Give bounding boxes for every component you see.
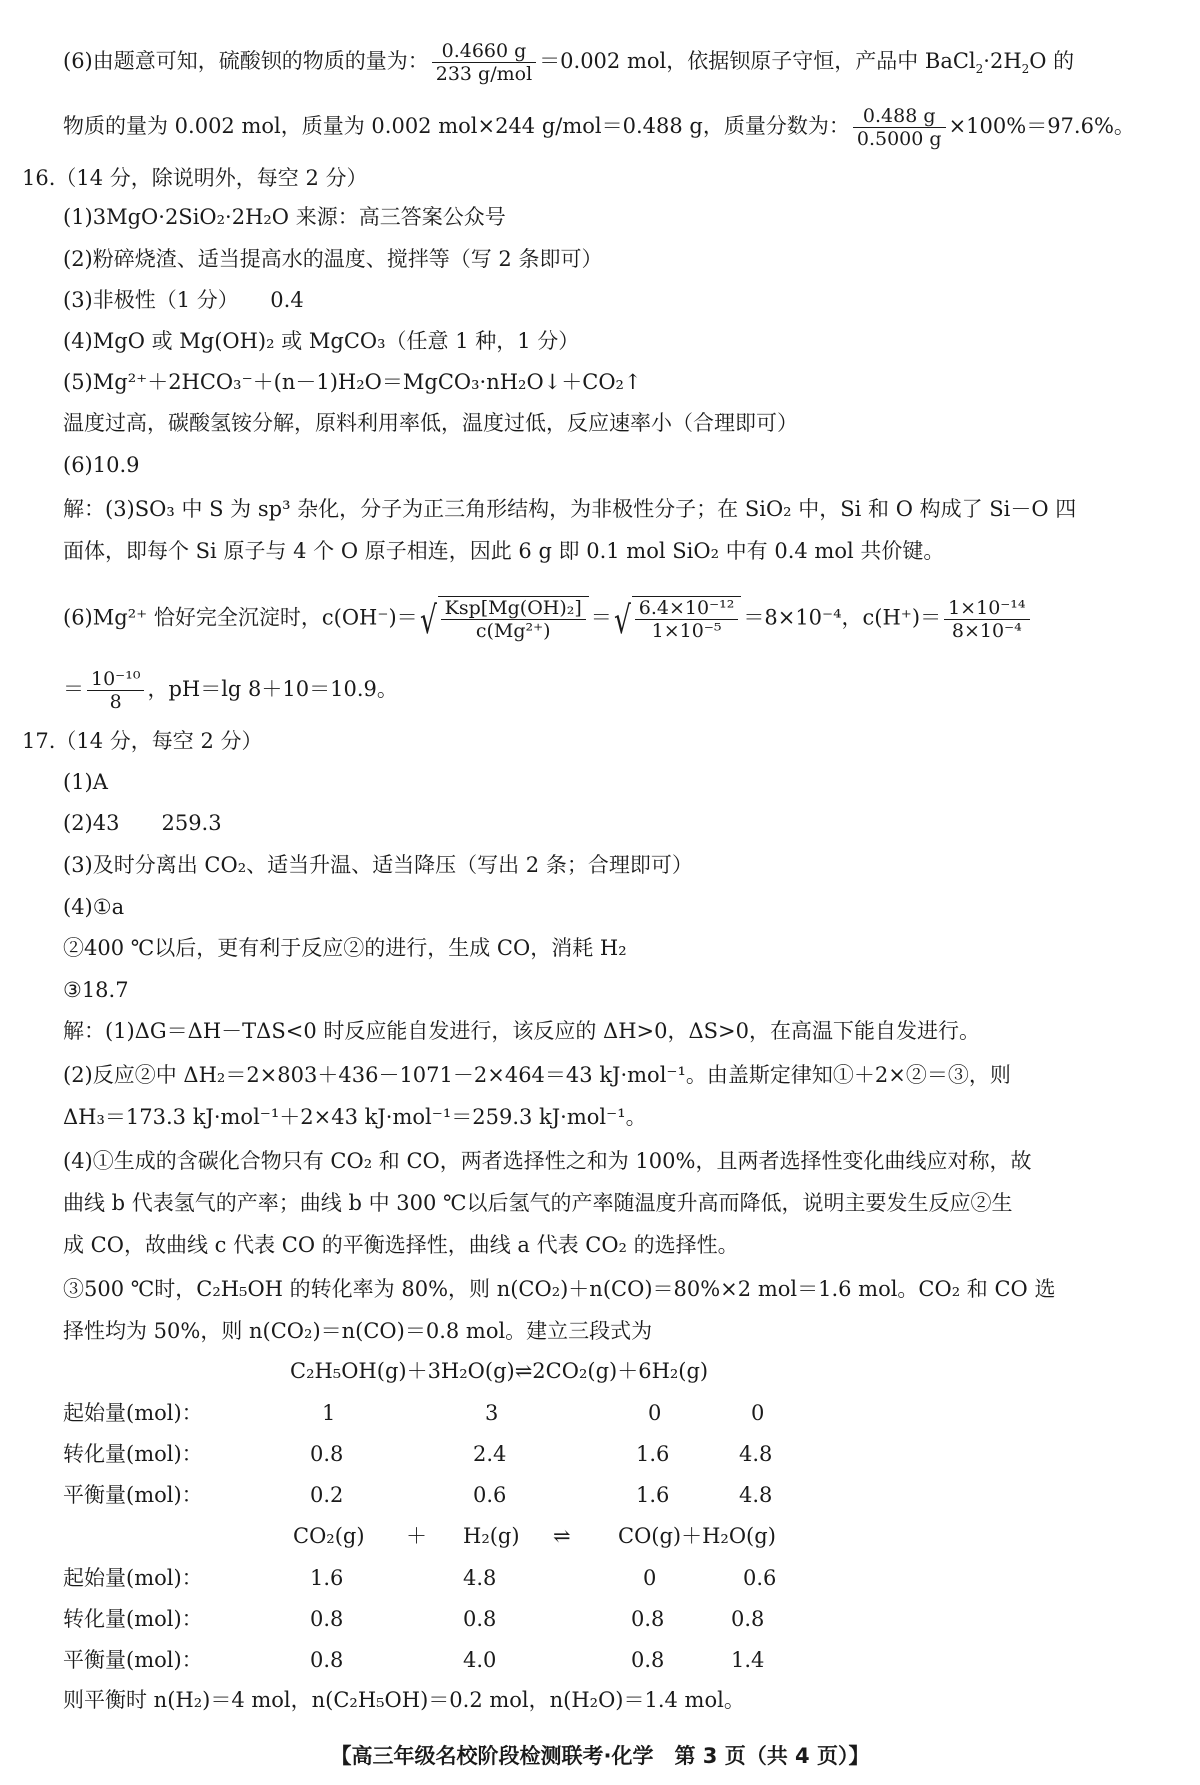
table-cell: 1.4 xyxy=(731,1648,765,1672)
q16-header: 16.（14 分，除说明外，每空 2 分） xyxy=(22,166,368,190)
q17-line: ③18.7 xyxy=(63,978,129,1002)
q15-6-text: O 的 xyxy=(1029,49,1075,73)
fraction-denominator: 0.5000 g xyxy=(856,128,942,150)
q15-6-text: ×100%＝97.6%。 xyxy=(948,114,1135,138)
table-cell: 0.6 xyxy=(743,1566,777,1590)
row-label: 起始量(mol)： xyxy=(63,1566,203,1590)
fraction xyxy=(432,40,536,85)
table-cell: 1.6 xyxy=(310,1566,344,1590)
q17-line: (4)①生成的含碳化合物只有 CO₂ 和 CO，两者选择性之和为 100%，且两者选择性变化曲线应对称，故 xyxy=(63,1149,1032,1173)
equilibrium-arrow: ⇌ xyxy=(553,1524,571,1548)
table-cell: 0.8 xyxy=(463,1607,497,1631)
q17-header: 17.（14 分，每空 2 分） xyxy=(22,729,263,753)
sqrt xyxy=(614,596,742,642)
q16-line: (2)粉碎烧渣、适当提高水的温度、搅拌等（写 2 条即可） xyxy=(63,247,603,271)
table-cell: 0.8 xyxy=(631,1607,665,1631)
table-cell: 4.8 xyxy=(739,1442,773,1466)
radical-sign: √ xyxy=(613,598,631,642)
q16-line: 解：(3)SO₃ 中 S 为 sp³ 杂化，分子为正三角形结构，为非极性分子；在 SiO₂ 中，Si 和 O 构成了 Si－O 四 xyxy=(63,497,1077,521)
fraction xyxy=(441,597,586,642)
fraction-numerator: 10⁻¹⁰ xyxy=(87,668,144,691)
q16-line-ksp xyxy=(63,596,1033,642)
q16-line: 温度过高，碳酸氢铵分解，原料利用率低，温度过低，反应速率小（合理即可） xyxy=(63,411,798,435)
sqrt xyxy=(420,596,589,642)
table-cell: 0.8 xyxy=(310,1607,344,1631)
q17-line: ②400 ℃以后，更有利于反应②的进行，生成 CO，消耗 H₂ xyxy=(63,936,627,960)
q17-line: 曲线 b 代表氢气的产率；曲线 b 中 300 ℃以后氢气的产率随温度升高而降低，说明主要发生反应②生 xyxy=(63,1191,1013,1215)
q17-line: ③500 ℃时，C₂H₅OH 的转化率为 80%，则 n(CO₂)＋n(CO)＝80%×2 mol＝1.6 mol。CO₂ 和 CO 选 xyxy=(63,1277,1056,1301)
table-cell: 0.2 xyxy=(310,1483,344,1507)
q15-6-line2 xyxy=(63,105,1135,150)
three-stage-table-1 xyxy=(63,1398,1163,1528)
q17-line: 成 CO，故曲线 c 代表 CO 的平衡选择性，曲线 a 代表 CO₂ 的选择性。 xyxy=(63,1233,739,1257)
fraction-numerator: 1×10⁻¹⁴ xyxy=(944,597,1029,620)
row-label: 转化量(mol)： xyxy=(63,1607,203,1631)
table-cell: 4.8 xyxy=(463,1566,497,1590)
q16-text: (6)Mg²⁺ 恰好完全沉淀时，c(OH⁻)＝ xyxy=(63,605,418,630)
q16-text: ＝ xyxy=(590,605,612,630)
q15-6-line1: (6)由题意可知，硫酸钡的物质的量为： $\frac{0.4660 g}{\text{233 g/mol}}$ ＝0.002 mol，依据钡原子守恒，产品中 $BaCl_2\cdot 2H_2O$ 的 xyxy=(63,40,1075,85)
q16-text: ＝8×10⁻⁴，c(H⁺)＝ xyxy=(743,605,942,630)
q16-line: 面体，即每个 Si 原子与 4 个 O 原子相连，因此 6 g 即 0.1 mol SiO₂ 中有 0.4 mol 共价键。 xyxy=(63,539,945,563)
reaction-equation-1: C₂H₅OH(g)＋3H₂O(g)⇌2CO₂(g)＋6H₂(g) xyxy=(290,1359,709,1383)
q16-text: ＝ xyxy=(63,677,84,701)
three-stage-table-2 xyxy=(63,1563,1163,1693)
row-label: 转化量(mol)： xyxy=(63,1442,203,1466)
q17-conclusion: 则平衡时 n(H₂)＝4 mol，n(C₂H₅OH)＝0.2 mol，n(H₂O)＝1.4 mol。 xyxy=(63,1688,745,1712)
q17-line: (2)反应②中 ΔH₂＝2×803＋436－1071－2×464＝43 kJ·mol⁻¹。由盖斯定律知①＋2×②＝③，则 xyxy=(63,1063,1011,1087)
radical-sign: √ xyxy=(419,598,437,642)
table-cell: 0.8 xyxy=(310,1648,344,1672)
row-label: 平衡量(mol)： xyxy=(63,1648,203,1672)
species: H₂(g) xyxy=(463,1524,520,1548)
fraction xyxy=(87,668,144,713)
fraction-numerator: Ksp[Mg(OH)₂] xyxy=(441,597,586,620)
table-cell: 1 xyxy=(322,1401,336,1425)
fraction-numerator: 6.4×10⁻¹² xyxy=(635,597,739,620)
q17-line: (1)A xyxy=(63,770,108,794)
fraction-denominator: 8 xyxy=(109,691,122,713)
q17-line: (4)①a xyxy=(63,895,125,919)
plus-sign: ＋ xyxy=(406,1524,427,1548)
fraction-denominator: 233 g/mol xyxy=(435,63,533,85)
q16-line: (4)MgO 或 Mg(OH)₂ 或 MgCO₃（任意 1 种，1 分） xyxy=(63,329,580,353)
table-cell: 0 xyxy=(643,1566,657,1590)
fraction-numerator: 0.488 g xyxy=(853,105,946,128)
q17-line: 解：(1)ΔG＝ΔH－TΔS<0 时反应能自发进行，该反应的 ΔH>0，ΔS>0，在高温下能自发进行。 xyxy=(63,1019,980,1043)
q17-line: ΔH₃＝173.3 kJ·mol⁻¹＋2×43 kJ·mol⁻¹＝259.3 kJ·mol⁻¹。 xyxy=(63,1105,647,1129)
fraction-denominator: c(Mg²⁺) xyxy=(475,620,551,642)
table-cell: 0.6 xyxy=(473,1483,507,1507)
fraction xyxy=(853,105,946,150)
fraction-denominator: 8×10⁻⁴ xyxy=(951,619,1022,642)
species: CO(g)＋H₂O(g) xyxy=(618,1524,776,1548)
q17-line: (2)43 259.3 xyxy=(63,811,222,835)
page-footer: 【高三年级名校阶段检测联考·化学 第 3 页（共 4 页）】 xyxy=(330,1744,870,1768)
q15-6-text: 物质的量为 0.002 mol，质量为 0.002 mol×244 g/mol＝0.488 g，质量分数为： xyxy=(63,114,850,138)
fraction-denominator: 1×10⁻⁵ xyxy=(651,620,722,642)
table-cell: 0.8 xyxy=(731,1607,765,1631)
table-cell: 0 xyxy=(648,1401,662,1425)
table-cell: 0 xyxy=(751,1401,765,1425)
table-cell: 0.8 xyxy=(631,1648,665,1672)
row-label: 平衡量(mol)： xyxy=(63,1483,203,1507)
species: CO₂(g) xyxy=(293,1524,365,1548)
q17-line: (3)及时分离出 CO₂、适当升温、适当降压（写出 2 条；合理即可） xyxy=(63,853,693,877)
q15-6-text: ·2H xyxy=(983,49,1022,73)
table-cell: 1.6 xyxy=(636,1483,670,1507)
q15-6-text: ＝0.002 mol，依据钡原子守恒，产品中 BaCl xyxy=(539,49,976,73)
q15-6-text: (6)由题意可知，硫酸钡的物质的量为： xyxy=(63,49,429,73)
q16-line: (1)3MgO·2SiO₂·2H₂O 来源：高三答案公众号 xyxy=(63,205,506,229)
reaction-equation-2 xyxy=(63,1521,1163,1551)
table-cell: 0.8 xyxy=(310,1442,344,1466)
fraction xyxy=(635,597,739,642)
table-cell: 2.4 xyxy=(473,1442,507,1466)
q17-line: 择性均为 50%，则 n(CO₂)＝n(CO)＝0.8 mol。建立三段式为 xyxy=(63,1319,653,1343)
table-cell: 1.6 xyxy=(636,1442,670,1466)
fraction xyxy=(944,597,1029,642)
table-cell: 3 xyxy=(485,1401,499,1425)
table-cell: 4.8 xyxy=(739,1483,773,1507)
q16-line-ph xyxy=(63,668,398,713)
q16-line: (3)非极性（1 分） 0.4 xyxy=(63,288,304,312)
q16-line: (6)10.9 xyxy=(63,453,140,477)
q16-text: ，pH＝lg 8＋10＝10.9。 xyxy=(147,677,398,701)
table-cell: 4.0 xyxy=(463,1648,497,1672)
q16-line: (5)Mg²⁺＋2HCO₃⁻＋(n－1)H₂O＝MgCO₃·nH₂O↓＋CO₂↑ xyxy=(63,370,642,394)
fraction-numerator: 0.4660 g xyxy=(432,40,536,63)
row-label: 起始量(mol)： xyxy=(63,1401,203,1425)
